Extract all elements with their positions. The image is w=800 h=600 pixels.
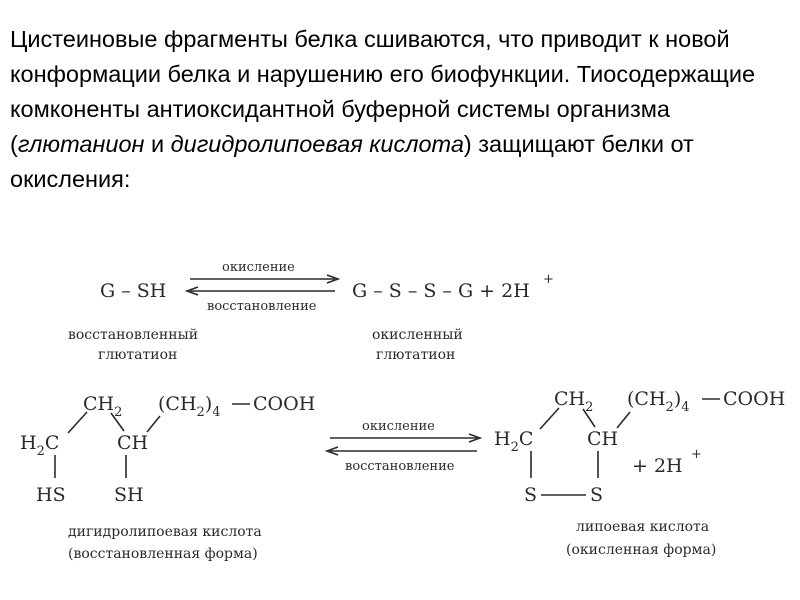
- left-hs: HS: [36, 484, 66, 506]
- dihydrolipoic-caption-1: дигидролипоевая кислота: [68, 524, 262, 540]
- lipoic-acid-structure: [494, 388, 785, 558]
- paragraph-text-1: Цистеиновые фрагменты белка сшиваются, что приводит к новой конформации белка и нарушению его биофункции. Тиосодержащие комконенты антиоксидантной буферной системы организма (: [10, 26, 756, 157]
- paragraph-text-2: ) защищают белки от окисления:: [10, 131, 694, 192]
- left-ch: CH: [117, 432, 149, 454]
- lipoic-caption-2: (окисленная форма): [566, 542, 717, 558]
- arrow-label-reduction-2: восстановление: [345, 459, 455, 474]
- left-ch2-top: $CH_2$: [83, 393, 123, 420]
- proton-charge-2: +: [691, 447, 702, 462]
- intro-paragraph: [10, 22, 792, 197]
- right-side-chain: $(CH_2)_4$: [627, 388, 690, 415]
- right-cooh: COOH: [723, 388, 786, 410]
- left-cooh: COOH: [253, 393, 316, 415]
- right-h2c: $H_2C$: [494, 428, 534, 455]
- left-bond-ch-chain: [147, 416, 160, 432]
- right-bond-h2c-ch2: [540, 408, 559, 429]
- right-s-right: S: [590, 484, 604, 506]
- right-s-left: S: [524, 484, 538, 506]
- reaction-2-arrows: [327, 419, 480, 474]
- left-bond-h2c-ch2: [68, 412, 87, 433]
- reduced-glutathione-caption-1: восстановленный: [68, 327, 199, 343]
- dihydrolipoic-acid-structure: [20, 393, 315, 562]
- reduced-glutathione-caption-2: глютатион: [98, 347, 178, 363]
- left-sh: SH: [114, 484, 144, 506]
- reaction-1: [68, 260, 554, 363]
- right-proton-term: + 2H: [632, 455, 683, 477]
- reaction-scheme: [0, 250, 800, 590]
- dihydrolipoic-caption-2: (восстановленная форма): [68, 546, 258, 562]
- left-h2c: $H_2C$: [20, 432, 60, 459]
- proton-charge-1: +: [543, 272, 554, 287]
- reduced-glutathione-formula: G – SH: [100, 280, 167, 302]
- oxidized-glutathione-caption-2: глютатион: [376, 347, 456, 363]
- arrow-label-oxidation-2: окисление: [362, 419, 435, 434]
- left-side-chain: $(CH_2)_4$: [158, 393, 221, 420]
- arrow-label-oxidation-1: окисление: [222, 260, 295, 275]
- lipoic-caption-1: липоевая кислота: [576, 519, 710, 535]
- paragraph-italic-dihydrolipoic-acid: дигидролипоевая кислота: [170, 131, 464, 157]
- right-ch2-top: $CH_2$: [554, 388, 594, 415]
- paragraph-text-middle: и: [144, 131, 171, 157]
- oxidized-glutathione-caption-1: окисленный: [372, 327, 463, 343]
- paragraph-italic-glutathione: глютанион: [17, 131, 145, 157]
- right-bond-ch-chain: [617, 412, 630, 428]
- oxidized-glutathione-formula: G – S – S – G + 2H: [352, 280, 530, 302]
- right-ch: CH: [587, 428, 619, 450]
- arrow-label-reduction-1: восстановление: [207, 299, 317, 314]
